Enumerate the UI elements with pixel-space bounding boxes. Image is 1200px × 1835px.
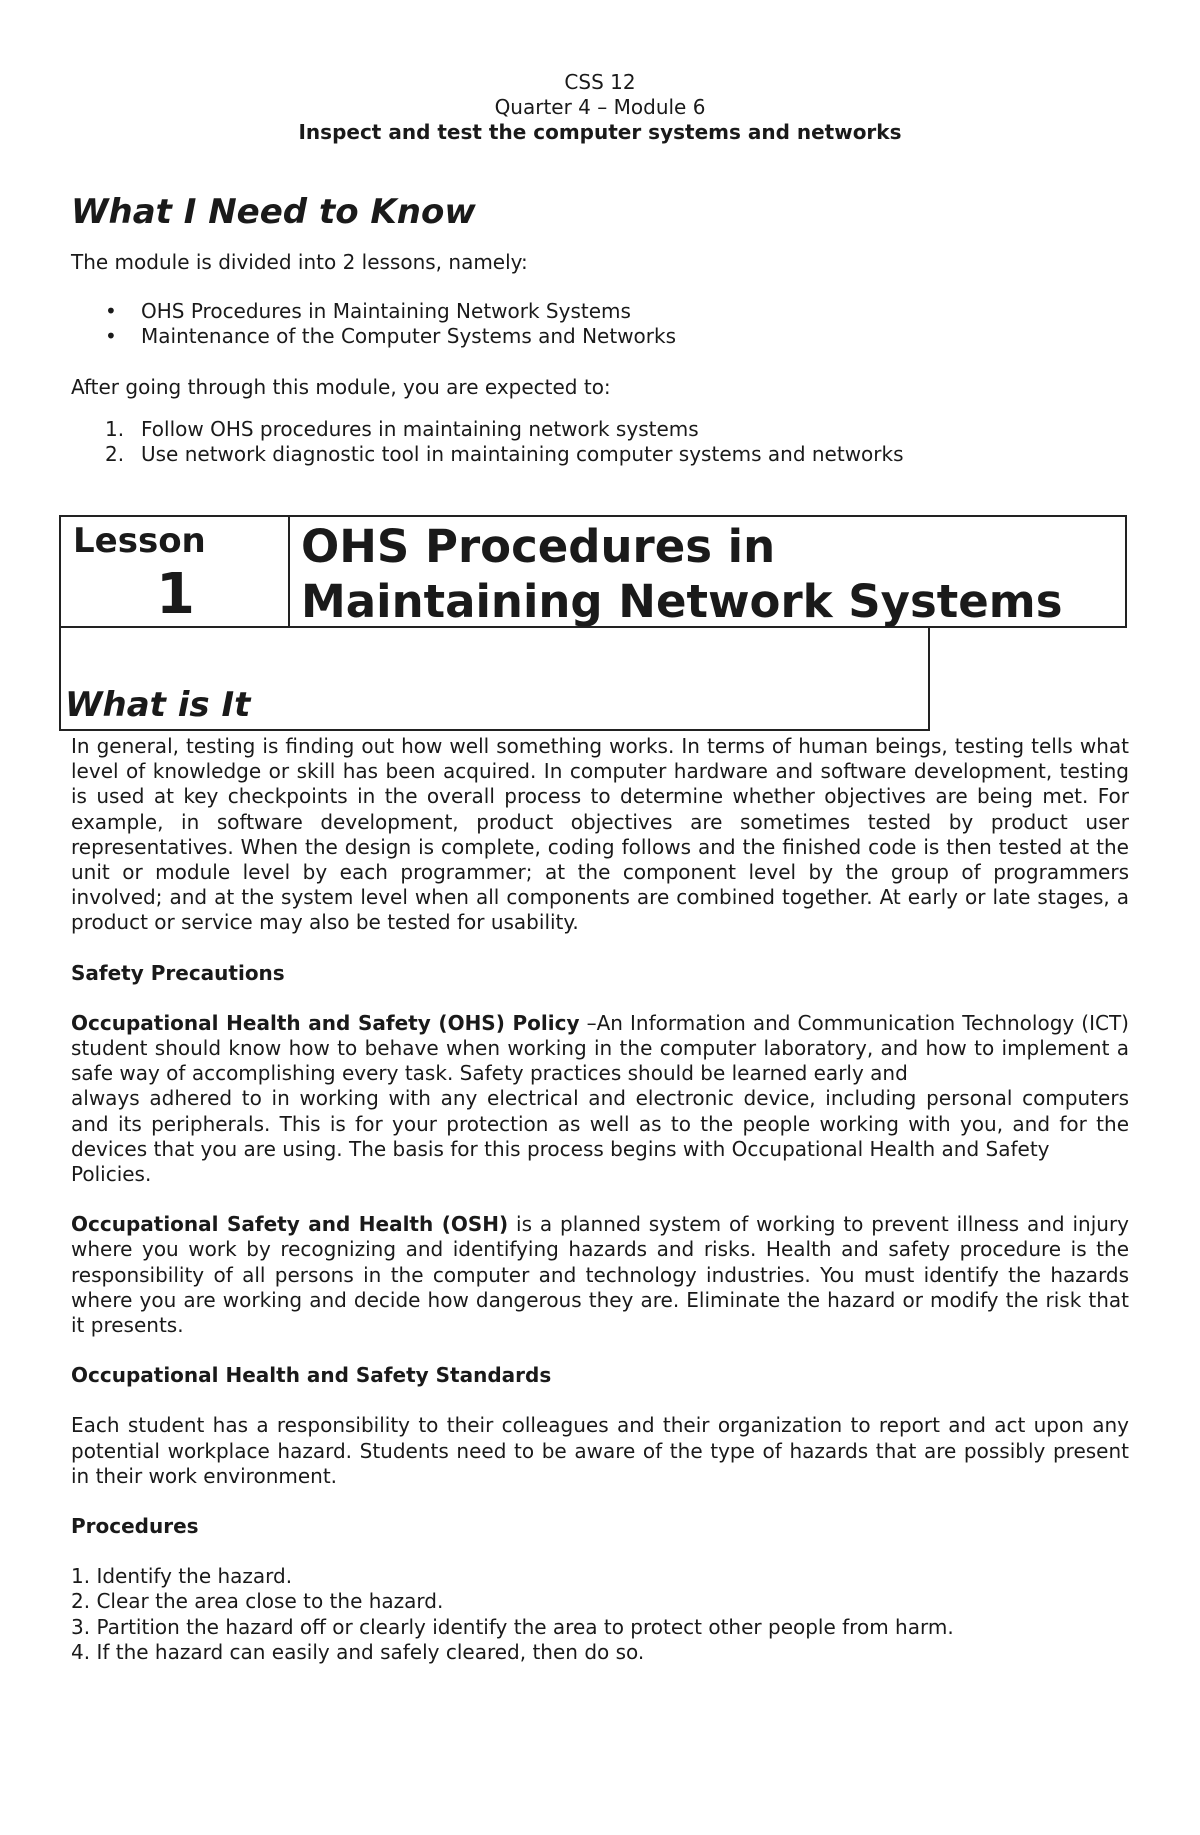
expected-intro: After going through this module, you are expected to: — [71, 374, 611, 399]
lesson-list-item: • Maintenance of the Computer Systems and Networks — [71, 324, 1129, 349]
module-label: Quarter 4 – Module 6 — [494, 95, 706, 119]
procedure-item: 1. Identify the hazard. — [71, 1564, 293, 1589]
procedures-heading: Procedures — [71, 1514, 199, 1539]
osh-text: is a planned system of working to prevent illness and injury where you work by recognizing and identifying hazards and risks. Health and safety procedure is the responsibility of all persons in the computer and technology industries. You must identify the hazards where you are working and decide how dangerous they are. Eliminate the hazard or modify the risk that it presents. — [71, 1212, 1130, 1338]
ohs-policy-text: –An Information and Communication Technology (ICT) student should know how to behave when working in the computer laboratory, and how to implement a safe way of accomplishing every task. Safety practices should be learned early and — [71, 1010, 1129, 1086]
lesson-title-line: Maintaining Network Systems — [301, 575, 1063, 628]
procedure-item: 3. Partition the hazard off or clearly identify the area to protect other people from harm. — [71, 1614, 954, 1639]
objective-text: Use network diagnostic tool in maintaining computer systems and networks — [141, 442, 904, 467]
lesson-title-line: OHS Procedures in — [301, 520, 776, 573]
lesson-divider — [288, 517, 290, 626]
procedure-item: 4. If the hazard can easily and safely cleared, then do so. — [71, 1639, 645, 1664]
ohs-policy-paragraph — [71, 1011, 1129, 1087]
lesson-word: Lesson — [73, 521, 206, 561]
lesson-list-item: • OHS Procedures in Maintaining Network Systems — [71, 299, 1129, 324]
ohs-policy-paragraph-cont: always adhered to in working with any electrical and electronic device, including personal computers and its peripherals. This is for your protection as well as to the people working with you, and for the devices that you are using. The basis for this process begins with Occupational Health and Safety — [71, 1086, 1129, 1161]
ohs-policy-term: Occupational Health and Safety (OHS) Policy — [71, 1010, 580, 1035]
document-header — [0, 70, 1200, 145]
lesson-title — [301, 519, 1062, 629]
ohs-standards-heading: Occupational Health and Safety Standards — [71, 1363, 552, 1388]
objectives-list — [71, 417, 1129, 467]
lesson-number: 1 — [156, 562, 195, 627]
lessons-intro: The module is divided into 2 lessons, namely: — [71, 250, 528, 274]
osh-paragraph — [71, 1212, 1129, 1338]
ohs-standards-paragraph: Each student has a responsibility to their colleagues and their organization to report and act upon any potential workplace hazard. Students need to be aware of the type of hazards that are possibly present in their work environment. — [71, 1413, 1129, 1488]
what-is-it-heading: What is It — [65, 685, 251, 725]
procedures-list — [71, 1564, 1129, 1665]
lesson-header-box — [59, 515, 1127, 628]
objective-number: 2. — [105, 442, 125, 467]
course-code: CSS 12 — [564, 70, 636, 94]
osh-term: Occupational Safety and Health (OSH) — [71, 1212, 509, 1237]
objective-item — [71, 442, 1129, 467]
module-subtitle: Inspect and test the computer systems and networks — [298, 120, 902, 144]
objective-text: Follow OHS procedures in maintaining network systems — [141, 416, 699, 441]
what-is-it-box — [59, 627, 930, 731]
procedure-item: 2. Clear the area close to the hazard. — [71, 1589, 444, 1614]
section-heading-know: What I Need to Know — [71, 192, 476, 232]
what-i-need-to-know-section — [71, 192, 1129, 467]
testing-paragraph: In general, testing is finding out how well something works. In terms of human beings, testing tells what level of knowledge or skill has been acquired. In computer hardware and software development, testing is used at key checkpoints in the overall process to determine whether objectives are being met. For example, in software development, product objectives are sometimes tested by product user representatives. When the design is complete, coding follows and the finished code is then tested at the unit or module level by each programmer; at the component level by the group of programmers involved; and at the system level when all components are combined together. At early or late stages, a product or service may also be tested for usability. — [71, 734, 1129, 935]
lesson-list — [71, 299, 1129, 349]
objective-item — [71, 417, 1129, 442]
ohs-policy-paragraph-end: Policies. — [71, 1162, 152, 1187]
content-section — [71, 734, 1129, 1665]
safety-precautions-heading: Safety Precautions — [71, 960, 285, 985]
objective-number: 1. — [105, 416, 125, 441]
